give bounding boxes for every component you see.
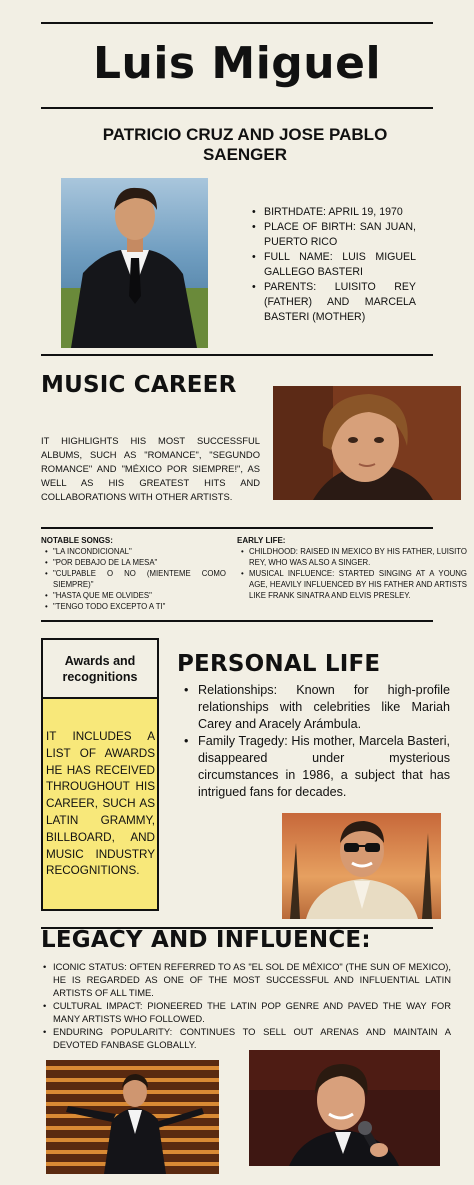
microphone-photo [249, 1050, 440, 1166]
songs-divider [41, 620, 433, 622]
authors: PATRICIO CRUZ AND JOSE PABLO SAENGER [102, 125, 388, 164]
song-item: • "HASTA QUE ME OLVIDES" [41, 590, 226, 601]
music-career-heading: MUSIC CAREER [41, 372, 237, 398]
bio-item: • PLACE OF BIRTH: SAN JUAN, PUERTO RICO [252, 220, 416, 250]
personal-life-heading: PERSONAL LIFE [177, 651, 381, 677]
sunglasses-photo [282, 813, 441, 919]
stage-photo [46, 1060, 219, 1174]
awards-box [41, 638, 159, 911]
notable-songs-list [41, 546, 226, 612]
personal-life-item: • Relationships: Known for high-profile relationships with celebrities like Mariah Carey and Aracely Arámbula. [182, 682, 450, 733]
early-life-item: • MUSICAL INFLUENCE: STARTED SINGING AT A YOUNG AGE, HEAVILY INFLUENCED BY HIS FATHER AND ARTISTS LIKE FRANK SINATRA AND ELVIS PRESLEY. [237, 568, 467, 601]
awards-text: IT INCLUDES A LIST OF AWARDS HE HAS RECEIVED THROUGHOUT HIS CAREER, SUCH AS LATIN GRAMMY, BILLBOARD, AND MUSIC INDUSTRY RECOGNITIONS. [46, 730, 155, 878]
legacy-item: • ENDURING POPULARITY: CONTINUES TO SELL OUT ARENAS AND MAINTAIN A DEVOTED FANBASE GLOBALLY. [41, 1025, 451, 1051]
personal-life-item: • Family Tragedy: His mother, Marcela Basteri, disappeared under mysterious circumstances in 1986, a subject that has intrigued fans for decades. [182, 733, 450, 801]
career-divider [41, 527, 433, 529]
personal-life-list [182, 682, 450, 801]
notable-songs-heading: NOTABLE SONGS: [41, 536, 113, 545]
song-item: • "TENGO TODO EXCEPTO A TI" [41, 601, 226, 612]
legacy-heading: LEGACY AND INFLUENCE: [41, 927, 371, 953]
awards-heading: Awards and recognitions [43, 640, 157, 699]
legacy-item: • CULTURAL IMPACT: PIONEERED THE LATIN POP GENRE AND PAVED THE WAY FOR MANY ARTISTS WHO FOLLOWED. [41, 999, 451, 1025]
song-item: • "LA INCONDICIONAL" [41, 546, 226, 557]
song-item: • "POR DEBAJO DE LA MESA" [41, 557, 226, 568]
early-life-heading: EARLY LIFE: [237, 536, 286, 545]
bio-list [252, 205, 416, 325]
early-life-list [237, 546, 467, 601]
childhood-photo [273, 386, 461, 500]
bio-item: • FULL NAME: LUIS MIGUEL GALLEGO BASTERI [252, 250, 416, 280]
bio-item: • BIRTHDATE: APRIL 19, 1970 [252, 205, 416, 220]
page-title: Luis Miguel [92, 38, 382, 89]
portrait-photo-suit [61, 178, 208, 348]
early-life-item: • CHILDHOOD: RAISED IN MEXICO BY HIS FATHER, LUISITO REY, WHO WAS ALSO A SINGER. [237, 546, 467, 568]
title-divider [41, 107, 433, 109]
bio-divider [41, 354, 433, 356]
legacy-list [41, 960, 451, 1051]
music-career-text: IT HIGHLIGHTS HIS MOST SUCCESSFUL ALBUMS, SUCH AS "ROMANCE", "SEGUNDO ROMANCE" AND "MÉXICO POR SIEMPRE!", AS WELL AS HIS GREATEST HITS AND COLLABORATIONS WITH OTHER ARTISTS. [41, 435, 260, 502]
song-item: • "CULPABLE O NO (MIENTEME COMO SIEMPRE)" [41, 568, 226, 590]
top-divider [41, 22, 433, 24]
bio-item: • PARENTS: LUISITO REY (FATHER) AND MARCELA BASTERI (MOTHER) [252, 280, 416, 325]
legacy-item: • ICONIC STATUS: OFTEN REFERRED TO AS "EL SOL DE MÉXICO" (THE SUN OF MEXICO), HE IS REGARDED AS ONE OF THE MOST SUCCESSFUL AND INFLUENTIAL LATIN ARTISTS OF ALL TIME. [41, 960, 451, 999]
